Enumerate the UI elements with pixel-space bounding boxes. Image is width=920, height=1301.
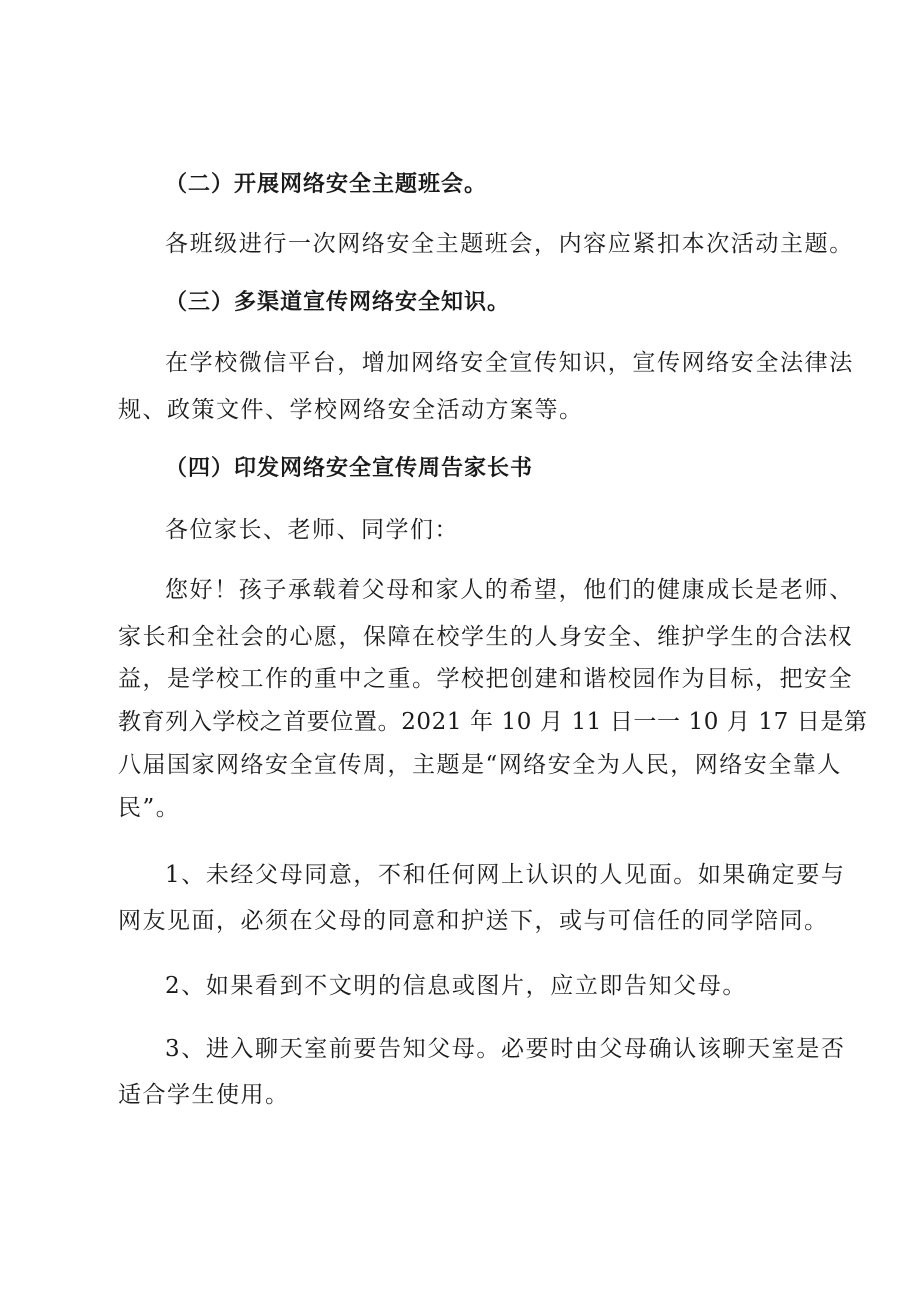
item-2: 2、如果看到不文明的信息或图片，应立即告知父母。 xyxy=(165,973,748,999)
letter-intro-line-3: 益，是学校工作的重中之重。学校把创建和谐校园作为目标，把安全 xyxy=(118,666,853,692)
heading-section-3: （三）多渠道宣传网络安全知识。 xyxy=(165,290,511,315)
item-3-line-2: 适合学生使用。 xyxy=(118,1082,290,1108)
item-1-line-2: 网友见面，必须在父母的同意和护送下，或与可信任的同学陪同。 xyxy=(118,908,829,934)
item-3-line-1: 3、进入聊天室前要告知父母。必要时由父母确认该聊天室是否 xyxy=(165,1036,846,1062)
paragraph-wechat-line-1: 在学校微信平台，增加网络安全宣传知识，宣传网络安全法律法 xyxy=(165,350,854,376)
item-1-line-1: 1、未经父母同意，不和任何网上认识的人见面。如果确定要与 xyxy=(165,862,846,888)
letter-intro-line-2: 家长和全社会的心愿，保障在校学生的人身安全、维护学生的合法权 xyxy=(118,624,853,650)
letter-intro-line-5: 八届国家网络安全宣传周，主题是“网络安全为人民，网络安全靠人 xyxy=(118,752,842,778)
heading-section-4: （四）印发网络安全宣传周告家长书 xyxy=(165,456,534,481)
salutation: 各位家长、老师、同学们： xyxy=(165,517,459,543)
letter-intro-line-4: 教育列入学校之首要位置。2021 年 10 月 11 日一一 10 月 17 日是第 xyxy=(118,709,868,735)
paragraph-class-meeting: 各班级进行一次网络安全主题班会，内容应紧扣本次活动主题。 xyxy=(165,231,854,257)
letter-intro-line-1: 您好！孩子承载着父母和家人的希望，他们的健康成长是老师、 xyxy=(165,577,854,603)
heading-section-2: （二）开展网络安全主题班会。 xyxy=(165,172,488,197)
paragraph-wechat-line-2: 规、政策文件、学校网络安全活动方案等。 xyxy=(118,397,584,423)
letter-intro-line-6: 民”。 xyxy=(118,795,181,821)
